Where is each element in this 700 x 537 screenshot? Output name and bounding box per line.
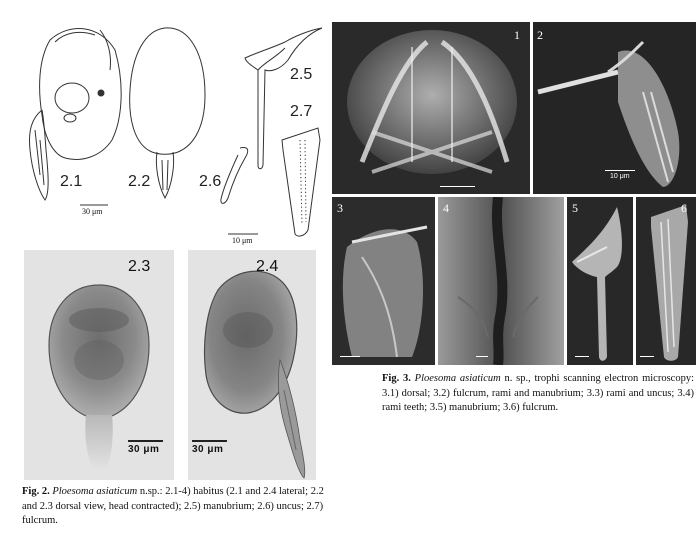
sem-panel-1-scale-bar bbox=[440, 186, 475, 187]
fig3-caption bbox=[382, 372, 694, 416]
sem-panel-6 bbox=[636, 197, 696, 365]
sem-panel-4 bbox=[438, 197, 564, 365]
fig2-caption-species: Ploesoma asiaticum bbox=[52, 486, 138, 497]
sem-panel-4-scale-bar bbox=[476, 356, 488, 357]
fig3-caption-text: n. sp., trophi scanning electron microscopy: 3.1) dorsal; 3.2) fulcrum, rami and manubrium; 3.3) rami and uncus; 3.4) rami teeth; 3.5) manubrium; 3.6) fulcrum. bbox=[382, 373, 694, 413]
sem-panel-5-label: 5 bbox=[572, 201, 578, 215]
sem-panel-3-label: 3 bbox=[337, 201, 343, 215]
drawing-2-5-manubrium bbox=[245, 28, 322, 169]
fig2-drawings bbox=[0, 0, 330, 250]
sem-panel-6-scale-bar bbox=[640, 356, 654, 357]
fig2-caption-prefix: Fig. 2. bbox=[22, 486, 50, 497]
scale-text-right: 10 μm bbox=[232, 236, 253, 245]
sem-panel-1-image bbox=[332, 22, 530, 194]
photo-2-3-scale-bar bbox=[128, 440, 163, 442]
scale-text-left: 30 μm bbox=[82, 207, 103, 216]
sem-panel-4-label: 4 bbox=[443, 201, 449, 215]
sem-panel-6-image bbox=[636, 197, 696, 365]
sem-panel-1 bbox=[332, 22, 530, 194]
fig3-caption-species: Ploesoma asiaticum bbox=[414, 373, 501, 384]
sem-panel-5-scale-bar bbox=[575, 356, 589, 357]
sem-panel-2-label: 2 bbox=[537, 28, 543, 42]
label-2-5: 2.5 bbox=[290, 66, 313, 83]
sem-panel-6-label: 6 bbox=[681, 201, 687, 215]
photo-2-3-label: 2.3 bbox=[128, 258, 151, 275]
sem-panel-3-scale-bar bbox=[340, 356, 360, 357]
fig2-caption-text: n.sp.: 2.1-4) habitus (2.1 and 2.4 lateral; 2.2 and 2.3 dorsal view, head contracted); 2.5) manubrium; 2.6) uncus; 2.7) fulcrum. bbox=[22, 486, 324, 526]
sem-panel-2-image bbox=[533, 22, 696, 194]
drawing-2-6-uncus bbox=[221, 147, 248, 203]
drawing-2-7-fulcrum bbox=[282, 128, 320, 236]
photo-2-4-scale-text: 30 μm bbox=[192, 444, 224, 455]
sem-panel-5 bbox=[567, 197, 633, 365]
label-2-2: 2.2 bbox=[128, 173, 151, 190]
photo-2-4-scale-bar bbox=[192, 440, 227, 442]
sem-panel-2-scale-text: 10 μm bbox=[610, 173, 630, 180]
sem-panel-2 bbox=[533, 22, 696, 194]
photo-2-4-label: 2.4 bbox=[256, 258, 279, 275]
fig3-caption-prefix: Fig. 3. bbox=[382, 373, 411, 384]
photo-2-3-scale-text: 30 μm bbox=[128, 444, 160, 455]
sem-panel-1-label: 1 bbox=[514, 28, 520, 42]
label-2-6: 2.6 bbox=[199, 173, 222, 190]
sem-panel-5-image bbox=[567, 197, 633, 365]
sem-panel-4-image bbox=[438, 197, 564, 365]
label-2-1: 2.1 bbox=[60, 173, 83, 190]
sem-panel-3 bbox=[332, 197, 435, 365]
label-2-7: 2.7 bbox=[290, 103, 313, 120]
sem-panel-3-image bbox=[332, 197, 435, 365]
fig2-caption bbox=[22, 485, 332, 529]
sem-panel-2-scale-bar bbox=[605, 170, 635, 171]
